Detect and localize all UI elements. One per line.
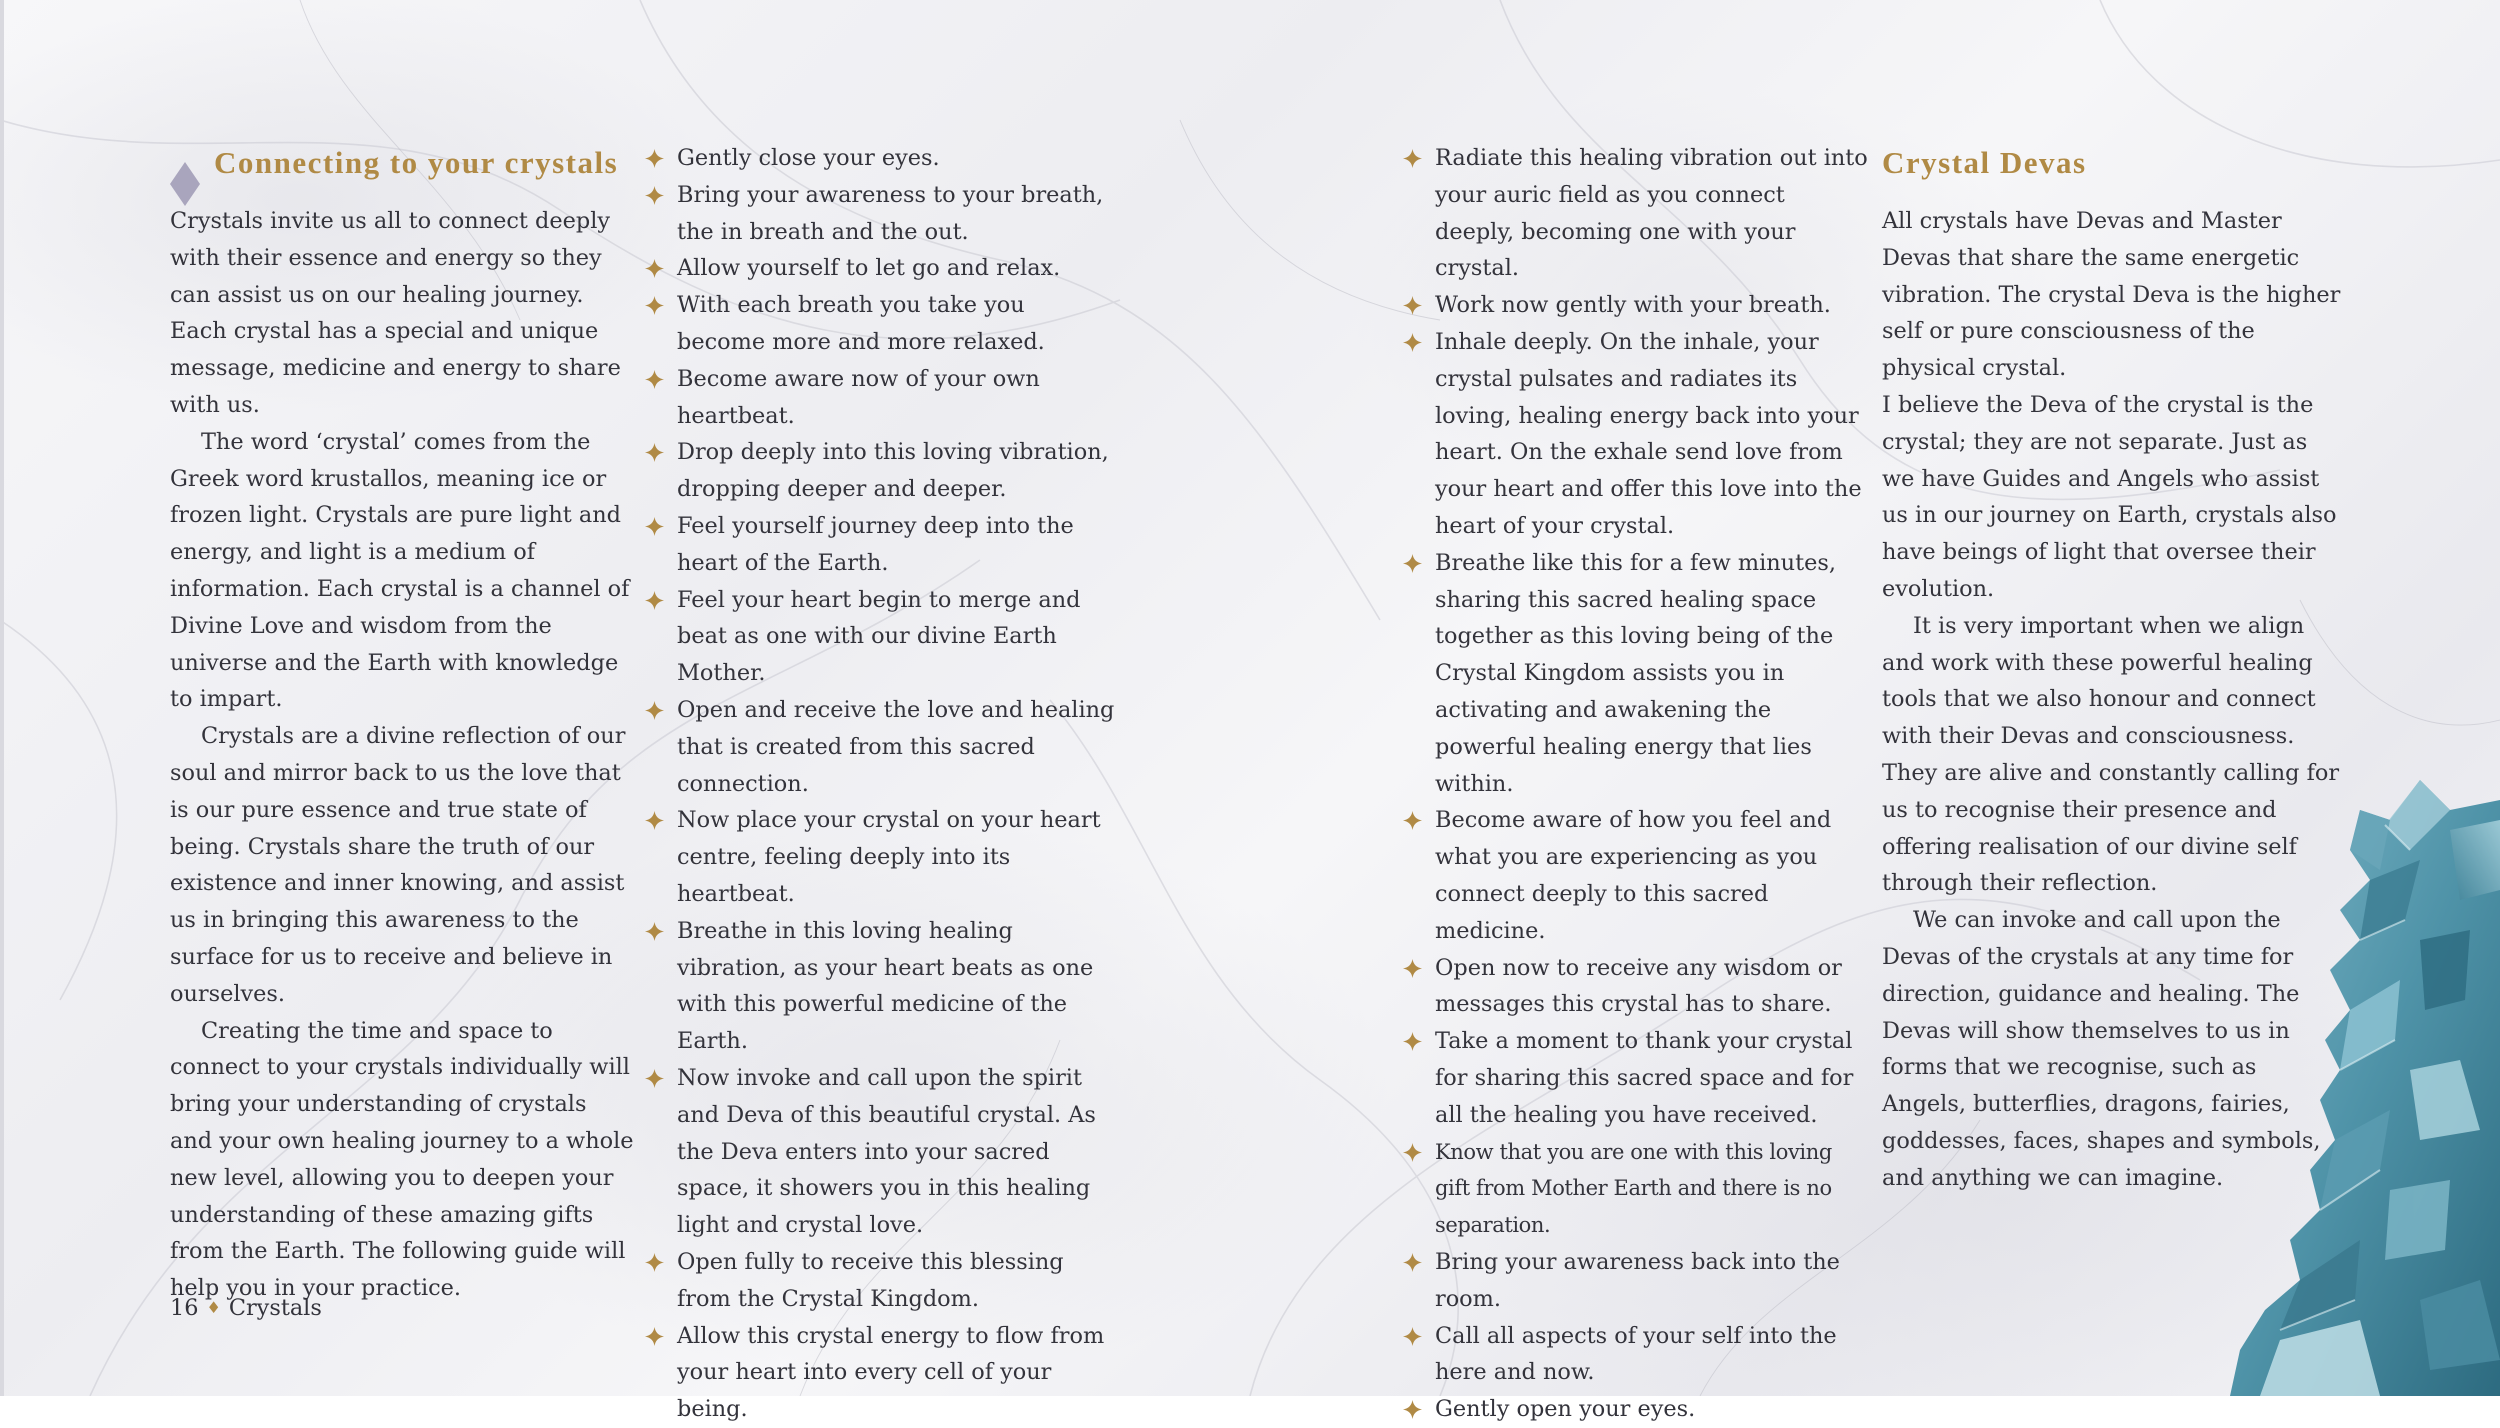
devas-paragraph: It is very important when we align and work with these powerful healing tools that we also honour and connect with their Devas and consciousness. They are alive and constantly calling for us to recognise their presence and offering realisation of our divine self through their reflection. <box>1882 612 2340 897</box>
four-point-star-icon <box>645 1069 664 1088</box>
step-text: Open now to receive any wisdom or messages this crystal has to share. <box>1435 954 1842 1018</box>
step-item <box>1403 1134 1868 1244</box>
meditation-steps-list <box>645 140 1115 1428</box>
four-point-star-icon <box>645 1327 664 1346</box>
step-text: Know that you are one with this loving gift from Mother Earth and there is no separation. <box>1435 1139 1832 1238</box>
step-item <box>645 434 1115 508</box>
step-item <box>645 140 1115 177</box>
meditation-steps-list-continued <box>1403 140 1868 1428</box>
four-point-star-icon <box>645 922 664 941</box>
step-item <box>645 802 1115 912</box>
step-item <box>1403 802 1868 949</box>
devas-paragraph: We can invoke and call upon the Devas of the crystals at any time for direction, guidance and healing. The Devas will show themselves to us in forms that we recognise, such as Angels, butterflies, dragons, fairies, goddesses, faces, shapes and symbols, and anything we can imagine. <box>1882 907 2321 1191</box>
step-text: Become aware now of your own heartbeat. <box>677 365 1040 429</box>
heading-text: Connecting to your crystals <box>214 145 619 180</box>
four-point-star-icon <box>1403 554 1422 573</box>
intro-paragraph: Crystals are a divine reflection of our soul and mirror back to us the love that is our pure essence and true state of being. Crystals share the truth of our existence and inner knowing, and assist us in bringing this awareness to the surface for us to receive and believe in ourselves. <box>170 723 626 1007</box>
devas-paragraph: I believe the Deva of the crystal is the crystal; they are not separate. Just as we have Guides and Angels who assist us in our journey on Earth, crystals also have beings of light that oversee their evolution. <box>1882 391 2337 602</box>
section-heading-crystal-devas: Crystal Devas <box>1882 145 2087 180</box>
four-point-star-icon <box>1403 959 1422 978</box>
four-point-star-icon <box>645 811 664 830</box>
four-point-star-icon <box>645 517 664 536</box>
four-point-star-icon <box>645 370 664 389</box>
step-text: Work now gently with your breath. <box>1435 292 1831 319</box>
step-text: With each breath you take you become more and more relaxed. <box>677 292 1045 355</box>
step-text: Call all aspects of your self into the here and now. <box>1435 1322 1837 1386</box>
step-text: Now invoke and call upon the spirit and Deva of this beautiful crystal. As the Deva enters into your sacred space, it showers you in this healing light and crystal love. <box>677 1064 1096 1239</box>
step-text: Open fully to receive this blessing from the Crystal Kingdom. <box>677 1248 1064 1312</box>
running-title: Crystals <box>228 1295 322 1321</box>
left-page-intro-column <box>170 140 635 1307</box>
step-text: Breathe like this for a few minutes, sharing this sacred healing space together as this loving being of the Crystal Kingdom assists you in activating and awakening the powerful healing energy that lies within. <box>1435 549 1836 797</box>
step-item <box>1403 1391 1868 1428</box>
four-point-star-icon <box>1403 1032 1422 1051</box>
four-point-star-icon <box>645 701 664 720</box>
step-text: Feel yourself journey deep into the heart of the Earth. <box>677 512 1074 576</box>
step-item <box>1403 287 1868 324</box>
page-number: 16 <box>170 1295 199 1321</box>
four-point-star-icon <box>1403 1400 1422 1419</box>
step-text: Allow yourself to let go and relax. <box>677 255 1061 282</box>
four-point-star-icon <box>645 591 664 610</box>
step-item <box>1403 324 1868 545</box>
four-point-star-icon <box>1403 296 1422 315</box>
step-text: Open and receive the love and healing that is created from this sacred connection. <box>677 696 1115 797</box>
page-folio <box>170 1293 322 1325</box>
step-item <box>645 1318 1115 1428</box>
step-text: Take a moment to thank your crystal for sharing this sacred space and for all the healing you have received. <box>1435 1028 1854 1128</box>
diamond-icon: ♦ <box>206 1298 221 1317</box>
four-point-star-icon <box>1403 333 1422 352</box>
step-text: Now place your crystal on your heart centre, feeling deeply into its heartbeat. <box>677 807 1101 907</box>
left-page-steps-column <box>645 140 1115 1428</box>
step-item <box>1403 545 1868 803</box>
step-item <box>645 250 1115 287</box>
four-point-star-icon <box>1403 149 1422 168</box>
step-item <box>645 913 1115 1060</box>
step-item <box>645 508 1115 582</box>
step-item <box>645 1244 1115 1318</box>
step-item <box>1403 950 1868 1024</box>
step-text: Feel your heart begin to merge and beat as one with our divine Earth Mother. <box>677 586 1081 687</box>
step-item <box>645 692 1115 802</box>
step-text: Radiate this healing vibration out into your auric field as you connect deeply, becoming one with your crystal. <box>1435 145 1868 282</box>
step-item <box>645 582 1115 692</box>
step-item <box>1403 1244 1868 1318</box>
step-text: Gently close your eyes. <box>677 145 940 171</box>
intro-paragraph: Creating the time and space to connect to your crystals individually will bring your understanding of crystals and your own healing journey to a whole new level, allowing you to deepen your understanding of these amazing gifts from the Earth. The following guide will help you in your practice. <box>170 1017 634 1302</box>
step-text: Bring your awareness back into the room. <box>1435 1248 1840 1312</box>
step-item <box>645 1060 1115 1244</box>
four-point-star-icon <box>1403 1327 1422 1346</box>
step-item <box>645 287 1115 361</box>
step-text: Inhale deeply. On the inhale, your crystal pulsates and radiates its loving, healing energy back into your heart. On the exhale send love from your heart and offer this love into the heart of your crystal. <box>1435 328 1862 539</box>
step-item <box>1403 1023 1868 1133</box>
four-point-star-icon <box>645 443 664 462</box>
blue-crystal-cluster-image <box>2220 740 2500 1396</box>
devas-paragraph: All crystals have Devas and Master Devas that share the same energetic vibration. The crystal Deva is the higher self or pure consciousness of the physical crystal. <box>1882 208 2341 382</box>
four-point-star-icon <box>645 186 664 205</box>
step-text: Bring your awareness to your breath, the in breath and the out. <box>677 181 1104 245</box>
step-item <box>1403 140 1868 287</box>
intro-paragraph: The word ‘crystal’ comes from the Greek word krustallos, meaning ice or frozen light. Crystals are pure light and energy, and light is a medium of information. Each crystal is a channel of Divine Love and wisdom from the universe and the Earth with knowledge to impart. <box>170 428 630 713</box>
diamond-icon <box>170 162 200 206</box>
step-item <box>645 177 1115 251</box>
step-item <box>1403 1318 1868 1392</box>
step-text: Become aware of how you feel and what you are experiencing as you connect deeply to this sacred medicine. <box>1435 807 1832 944</box>
four-point-star-icon <box>1403 1253 1422 1272</box>
four-point-star-icon <box>1403 1143 1422 1162</box>
step-text: Allow this crystal energy to flow from your heart into every cell of your being. <box>677 1322 1105 1423</box>
four-point-star-icon <box>645 1253 664 1272</box>
step-text: Gently open your eyes. <box>1435 1396 1696 1423</box>
four-point-star-icon <box>645 259 664 278</box>
right-page-steps-column <box>1403 140 1868 1428</box>
step-item <box>645 361 1115 435</box>
intro-paragraph: Crystals invite us all to connect deeply with their essence and energy so they can assist us on our healing journey. Each crystal has a special and unique message, medicine and energy to share with us. <box>170 208 621 418</box>
section-heading-connecting <box>170 144 635 181</box>
four-point-star-icon <box>1403 811 1422 830</box>
step-text: Drop deeply into this loving vibration, dropping deeper and deeper. <box>677 439 1109 503</box>
step-text: Breathe in this loving healing vibration, as your heart beats as one with this powerful medicine of the Earth. <box>677 917 1094 1055</box>
page-edge <box>0 0 4 1396</box>
four-point-star-icon <box>645 296 664 315</box>
four-point-star-icon <box>645 149 664 168</box>
